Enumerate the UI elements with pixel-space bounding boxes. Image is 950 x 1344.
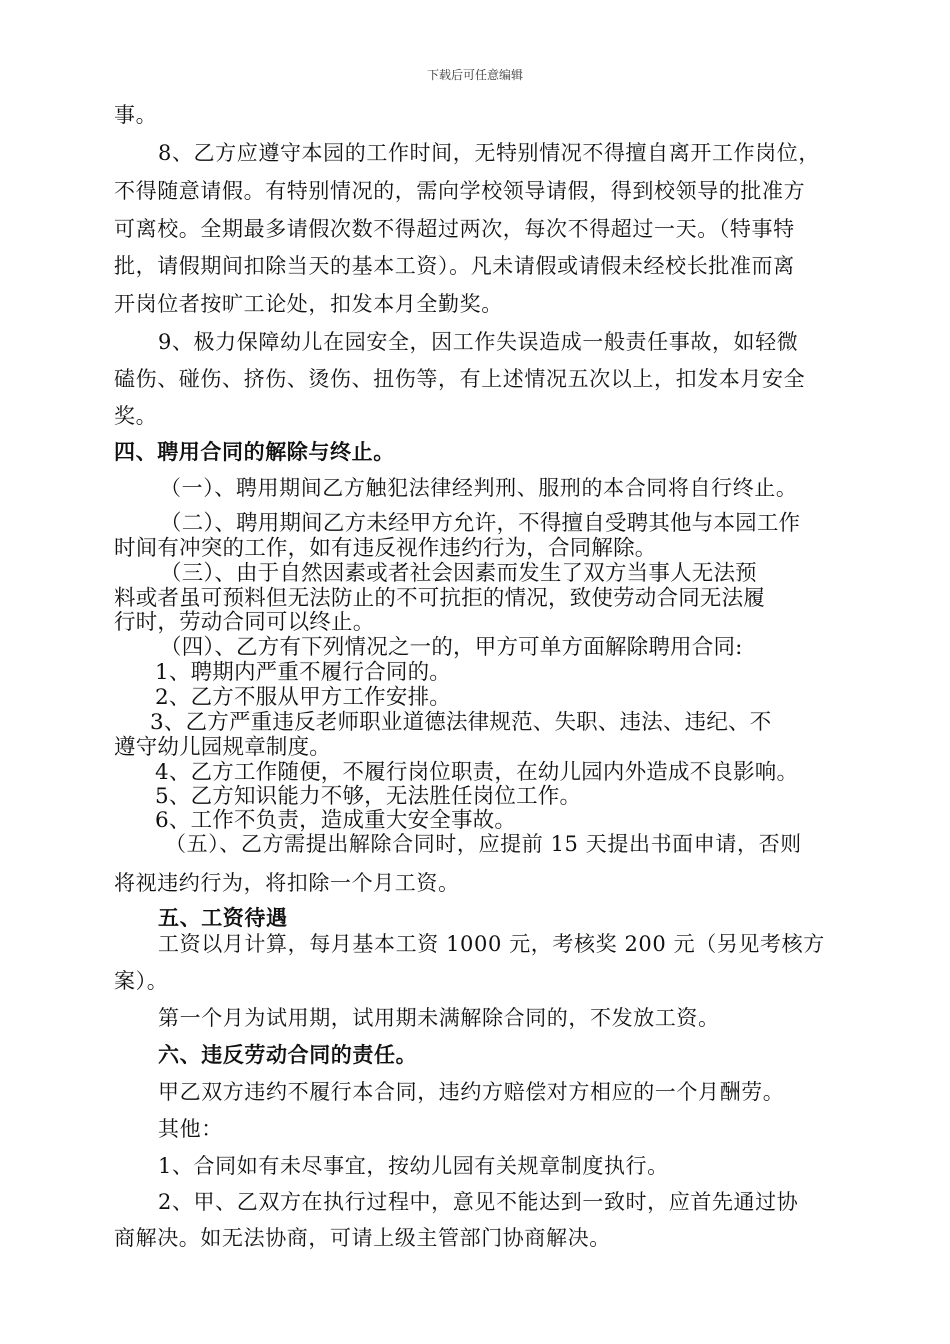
text-line: 将视违约行为，将扣除一个月工资。 — [114, 871, 460, 895]
text-line: 可离校。全期最多请假次数不得超过两次，每次不得超过一天。（特事特 — [114, 217, 795, 241]
section-heading-4: 四、聘用合同的解除与终止。 — [114, 439, 395, 464]
liability-line: 甲乙双方违约不履行本合同，违约方赔偿对方相应的一个月酬劳。 — [158, 1080, 785, 1104]
sub-item-4: 4、乙方工作随便，不履行岗位职责，在幼儿园内外造成不良影响。 — [155, 760, 799, 785]
other-item-2: 2、甲、乙双方在执行过程中，意见不能达到一致时，应首先通过协 — [158, 1190, 799, 1214]
item-5-line: （五）、乙方需提出解除合同时，应提前 15 天提出书面申请，否则 — [165, 832, 802, 856]
probation-line: 第一个月为试用期，试用期未满解除合同的，不发放工资。 — [158, 1006, 720, 1030]
sub-item-6: 6、工作不负责，造成重大安全事故。 — [155, 808, 517, 833]
sub-item-3: 3、乙方严重违反老师职业道德法律规范、失职、违法、违纪、不 — [150, 710, 772, 735]
text-line: 事。 — [114, 103, 158, 127]
text-line: 奖。 — [114, 404, 158, 428]
salary-line: 工资以月计算，每月基本工资 1000 元，考核奖 200 元（另见考核方 — [158, 932, 825, 956]
other-heading: 其他： — [158, 1117, 223, 1141]
clause-8-line: 8、乙方应遵守本园的工作时间，无特别情况不得擅自离开工作岗位， — [158, 141, 820, 165]
item-1-line: （一）、聘用期间乙方触犯法律经判刑、服刑的本合同将自行终止。 — [160, 476, 798, 500]
text-line: 案）。 — [114, 969, 169, 993]
clause-9-line: 9、极力保障幼儿在园安全，因工作失误造成一般责任事故，如轻微 — [158, 330, 799, 354]
text-line: 开岗位者按旷工论处，扣发本月全勤奖。 — [114, 292, 503, 316]
text-line: 不得随意请假。有特别情况的，需向学校领导请假，得到校领导的批准方 — [114, 179, 806, 203]
text-line: 时间有冲突的工作，如有违反视作违约行为，合同解除。 — [114, 536, 657, 561]
sub-item-2: 2、乙方不服从甲方工作安排。 — [155, 685, 451, 710]
page-header: 下载后可任意编辑 — [426, 68, 523, 82]
text-line: 遵守幼儿园规章制度。 — [114, 735, 332, 760]
text-line: 行时，劳动合同可以终止。 — [114, 610, 375, 635]
item-3-line: （三）、由于自然因素或者社会因素而发生了双方当事人无法预 — [160, 561, 757, 586]
item-2-line: （二）、聘用期间乙方未经甲方允许，不得擅自受聘其他与本园工作 — [160, 511, 801, 536]
text-line: 磕伤、碰伤、挤伤、烫伤、扭伤等，有上述情况五次以上，扣发本月安全 — [114, 367, 806, 391]
text-line: 批，请假期间扣除当天的基本工资）。凡未请假或请假未经校长批准而离 — [114, 254, 795, 278]
sub-item-5: 5、乙方知识能力不够，无法胜任岗位工作。 — [155, 784, 582, 809]
text-line: 商解决。如无法协商，可请上级主管部门协商解决。 — [114, 1226, 611, 1250]
text-line: 料或者虽可预料但无法防止的不可抗拒的情况，致使劳动合同无法履 — [114, 586, 766, 611]
section-heading-5: 五、工资待遇 — [158, 905, 288, 930]
section-heading-6: 六、违反劳动合同的责任。 — [158, 1042, 418, 1067]
item-4-line: （四）、乙方有下列情况之一的，甲方可单方面解除聘用合同: — [160, 635, 743, 660]
sub-item-1: 1、聘期内严重不履行合同的。 — [155, 660, 451, 685]
other-item-1: 1、合同如有未尽事宜，按幼儿园有关规章制度执行。 — [158, 1154, 669, 1178]
